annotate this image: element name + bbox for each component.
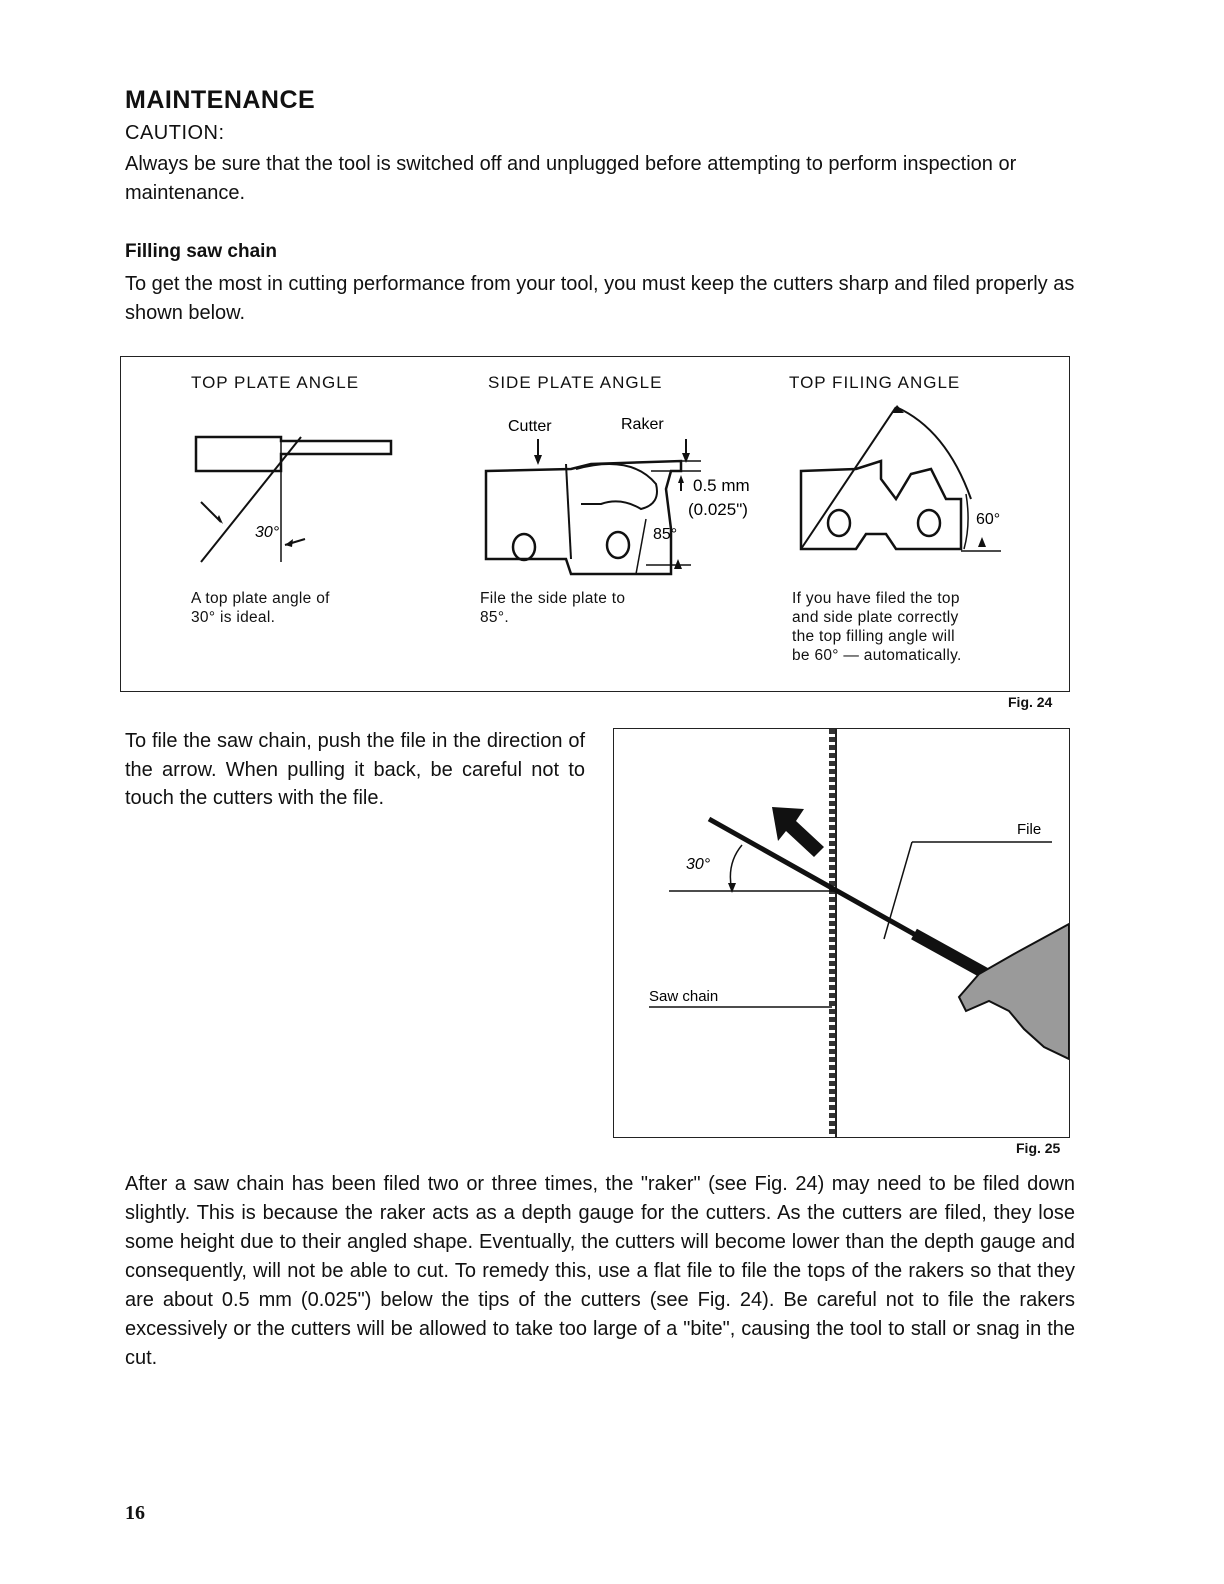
fig-24-label: Fig. 24 [1008, 694, 1053, 710]
side-plate-angle-label: 85° [653, 526, 678, 543]
cutter-label: Cutter [508, 418, 552, 435]
side-plate-heading: SIDE PLATE ANGLE [488, 373, 663, 392]
fig-24-box [120, 356, 1070, 692]
page-title: MAINTENANCE [125, 86, 316, 114]
depth-in-label: (0.025") [688, 500, 748, 519]
top-plate-diagram [181, 427, 411, 567]
top-filing-angle-label: 60° [976, 511, 1001, 528]
top-filing-heading: TOP FILING ANGLE [789, 373, 961, 392]
fig-25-label: Fig. 25 [1016, 1140, 1061, 1156]
caution-text: Always be sure that the tool is switched off and unplugged before attempting to perform inspection or maintenance. [125, 153, 1017, 204]
page-number: 16 [125, 1502, 145, 1524]
file-instruction-text: To file the saw chain, push the file in the direction of the arrow. When pulling it back, be careful not to touch the cutters with the file. [125, 730, 585, 809]
top-plate-heading: TOP PLATE ANGLE [191, 373, 360, 392]
top-plate-caption-1: A top plate angle of [191, 590, 330, 607]
depth-mm-label: 0.5 mm [693, 476, 750, 495]
side-plate-diagram [481, 409, 801, 579]
caution-label: CAUTION: [125, 122, 225, 144]
side-plate-caption-2: 85°. [480, 609, 509, 626]
top-filing-caption-2: and side plate correctly [792, 609, 959, 626]
top-plate-caption-2: 30° is ideal. [191, 609, 276, 626]
top-filing-diagram [796, 399, 1036, 559]
top-filing-caption-3: the top filling angle will [792, 628, 955, 645]
top-filing-caption-1: If you have filed the top [792, 590, 960, 607]
filing-illustration [614, 729, 1069, 1137]
file-label: File [1017, 821, 1042, 838]
side-plate-caption-1: File the side plate to [480, 590, 626, 607]
fig25-angle-label: 30° [686, 856, 711, 873]
raker-instruction-text: After a saw chain has been filed two or three times, the "raker" (see Fig. 24) may need to be filed down slightly. This is because the raker acts as a depth gauge for the cutters. As the cutters are filed, they lose some height due to their angled shape. Eventually, the cutters will become lower than the depth gauge and consequently, will not be able to cut. To remedy this, use a flat file to file the tops of the rakers so that they are about 0.5 mm (0.025") below the tips of the cutters (see Fig. 24). Be careful not to file the rakers excessively or the cutters will be allowed to take too large of a "bite", causing the tool to stall or snag in the cut. [125, 1173, 1075, 1369]
section-heading: Filling saw chain [125, 241, 278, 262]
intro-text: To get the most in cutting performance from your tool, you must keep the cutters sharp and filed properly as shown below. [125, 273, 1075, 324]
top-filing-caption-4: be 60° — automatically. [792, 647, 962, 664]
raker-label: Raker [621, 416, 664, 433]
saw-chain-label: Saw chain [649, 988, 719, 1005]
top-plate-angle-label: 30° [255, 524, 280, 541]
fig-25-box [613, 728, 1070, 1138]
